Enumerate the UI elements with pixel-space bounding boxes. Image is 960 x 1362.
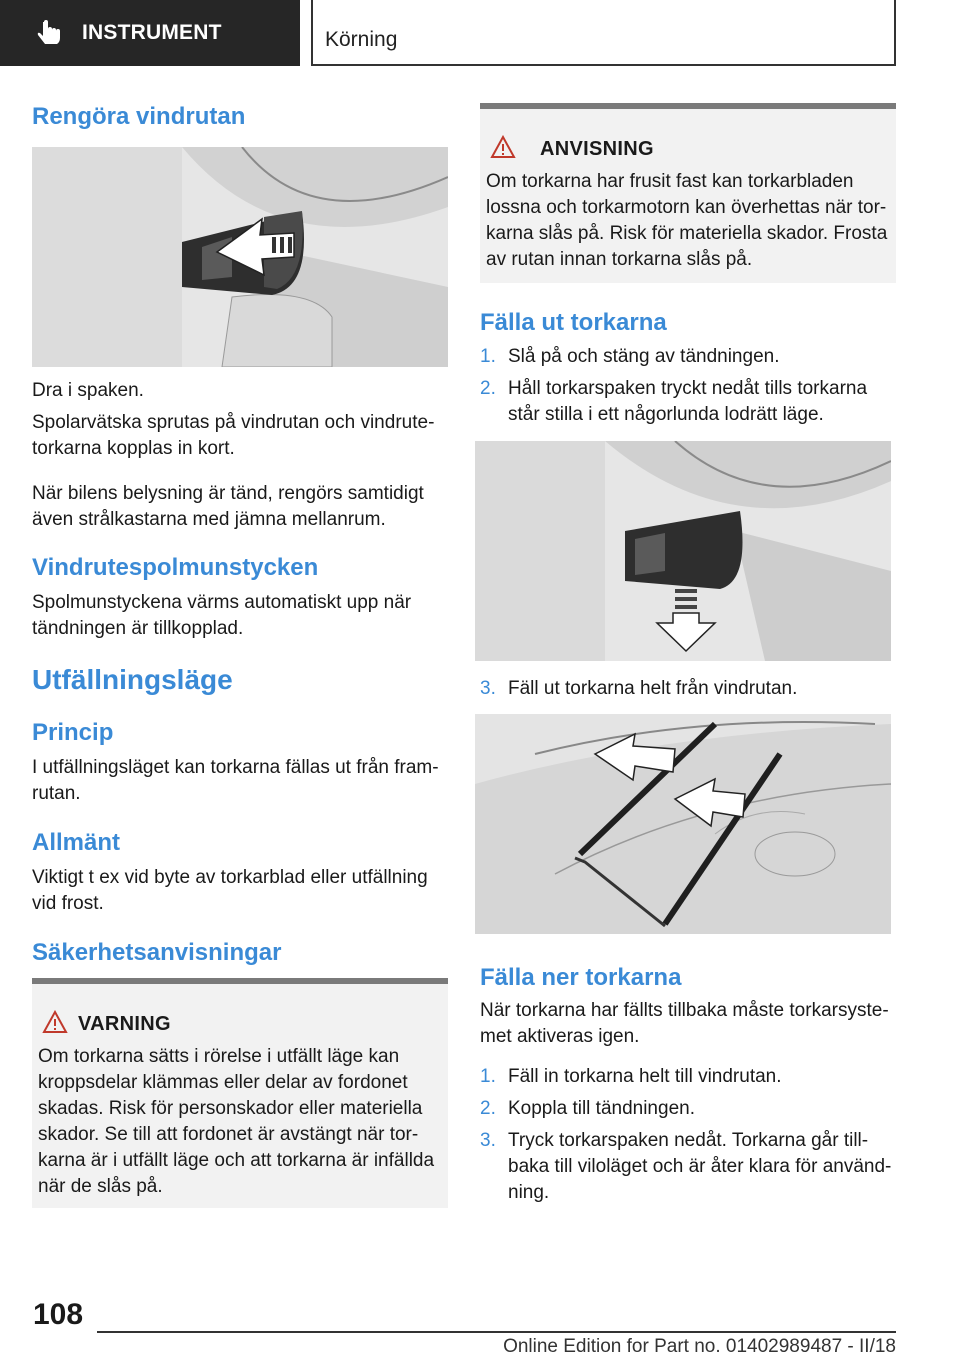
notice-text: Om torkarna har frusit fast kan torkarbladen lossna och torkarmotorn kan överhettas när torkarna slås på. Risk för materiella skador. Frosta av rutan innan torkarna slås på.	[486, 171, 888, 270]
step-item	[480, 1064, 896, 1090]
heading-safety: Säkerhetsanvisningar	[32, 939, 282, 966]
step-item	[480, 1096, 896, 1122]
footer-divider	[97, 1331, 896, 1333]
heading-clean-windshield: Rengöra vindrutan	[32, 103, 246, 130]
step-number: 1.	[480, 346, 496, 367]
step-text: Fäll in torkarna helt till vindrutan.	[508, 1066, 782, 1087]
section-label: INSTRUMENT	[82, 21, 222, 44]
warning-text: Om torkarna sätts i rörelse i utfällt läge kan kroppsdelar klämmas eller delar av fordonet skadas. Risk för personskador eller materiella skador. Se till att fordonet är avstängt när torkarna är i utfällt läge och att torkarna är infällda när de slås på.	[38, 1046, 435, 1197]
step-number: 2.	[480, 1098, 496, 1119]
step-text: Koppla till tändningen.	[508, 1098, 695, 1119]
hand-pointer-icon	[34, 18, 64, 48]
text-spray: Spolarvätska sprutas på vindrutan och vindrutetorkarna kopplas in kort.	[32, 412, 435, 459]
step-number: 3.	[480, 1130, 496, 1151]
steps-fold-in	[480, 1064, 896, 1212]
page-number: 108	[33, 1298, 84, 1331]
illustration-wipers-foldout	[475, 714, 891, 934]
heading-fold-in-wipers: Fälla ner torkarna	[480, 964, 682, 991]
step-text: Slå på och stäng av tändningen.	[508, 346, 780, 367]
text-general: Viktigt t ex vid byte av torkarblad eller utfällning vid frost.	[32, 867, 428, 914]
step-number: 2.	[480, 378, 496, 399]
warning-box	[32, 978, 448, 1208]
chapter-tab[interactable]	[311, 0, 896, 66]
text-headlights: När bilens belysning är tänd, rengörs samtidigt även strålkastarna med jämna mellanrum.	[32, 483, 424, 530]
step-item	[480, 676, 896, 702]
text-principle: I utfällningsläget kan torkarna fällas ut från framrutan.	[32, 757, 439, 804]
step-item	[480, 344, 896, 370]
text-fold-in: När torkarna har fällts tillbaka måste torkarsystemet aktiveras igen.	[480, 1000, 889, 1047]
heading-foldout-mode: Utfällningsläge	[32, 664, 233, 695]
heading-fold-out-wipers: Fälla ut torkarna	[480, 309, 667, 336]
text-nozzles: Spolmunstyckena värms automatiskt upp när tändningen är tillkopplad.	[32, 592, 412, 639]
warning-title: VARNING	[78, 1013, 171, 1035]
edition-link[interactable]: Online Edition for Part no. 01402989487 - II/18	[503, 1336, 896, 1357]
illustration-stalk-pull	[32, 147, 448, 367]
heading-nozzles: Vindrutespolmunstycken	[32, 554, 319, 581]
text-pull-stalk: Dra i spaken.	[32, 380, 144, 401]
step-text: Tryck torkarspaken nedåt. Torkarna går tillbaka till viloläget och är åter klara för användning.	[508, 1130, 892, 1203]
steps-fold-out	[480, 344, 896, 434]
chapter-label: Körning	[325, 28, 398, 51]
step-item	[480, 376, 896, 428]
steps-fold-out-3	[480, 676, 896, 708]
warning-triangle-icon	[42, 1010, 68, 1034]
notice-box	[480, 103, 896, 283]
notice-triangle-icon	[490, 135, 516, 159]
step-number: 1.	[480, 1066, 496, 1087]
illustration-stalk-push	[475, 441, 891, 661]
heading-principle: Princip	[32, 719, 114, 746]
step-text: Håll torkarspaken tryckt nedåt tills torkarna står stilla i ett någorlunda lodrätt läge.	[508, 378, 868, 425]
step-text: Fäll ut torkarna helt från vindrutan.	[508, 678, 798, 699]
heading-general: Allmänt	[32, 829, 121, 856]
step-item	[480, 1128, 896, 1206]
section-tab[interactable]	[0, 0, 300, 66]
step-number: 3.	[480, 678, 496, 699]
notice-title: ANVISNING	[540, 138, 654, 160]
